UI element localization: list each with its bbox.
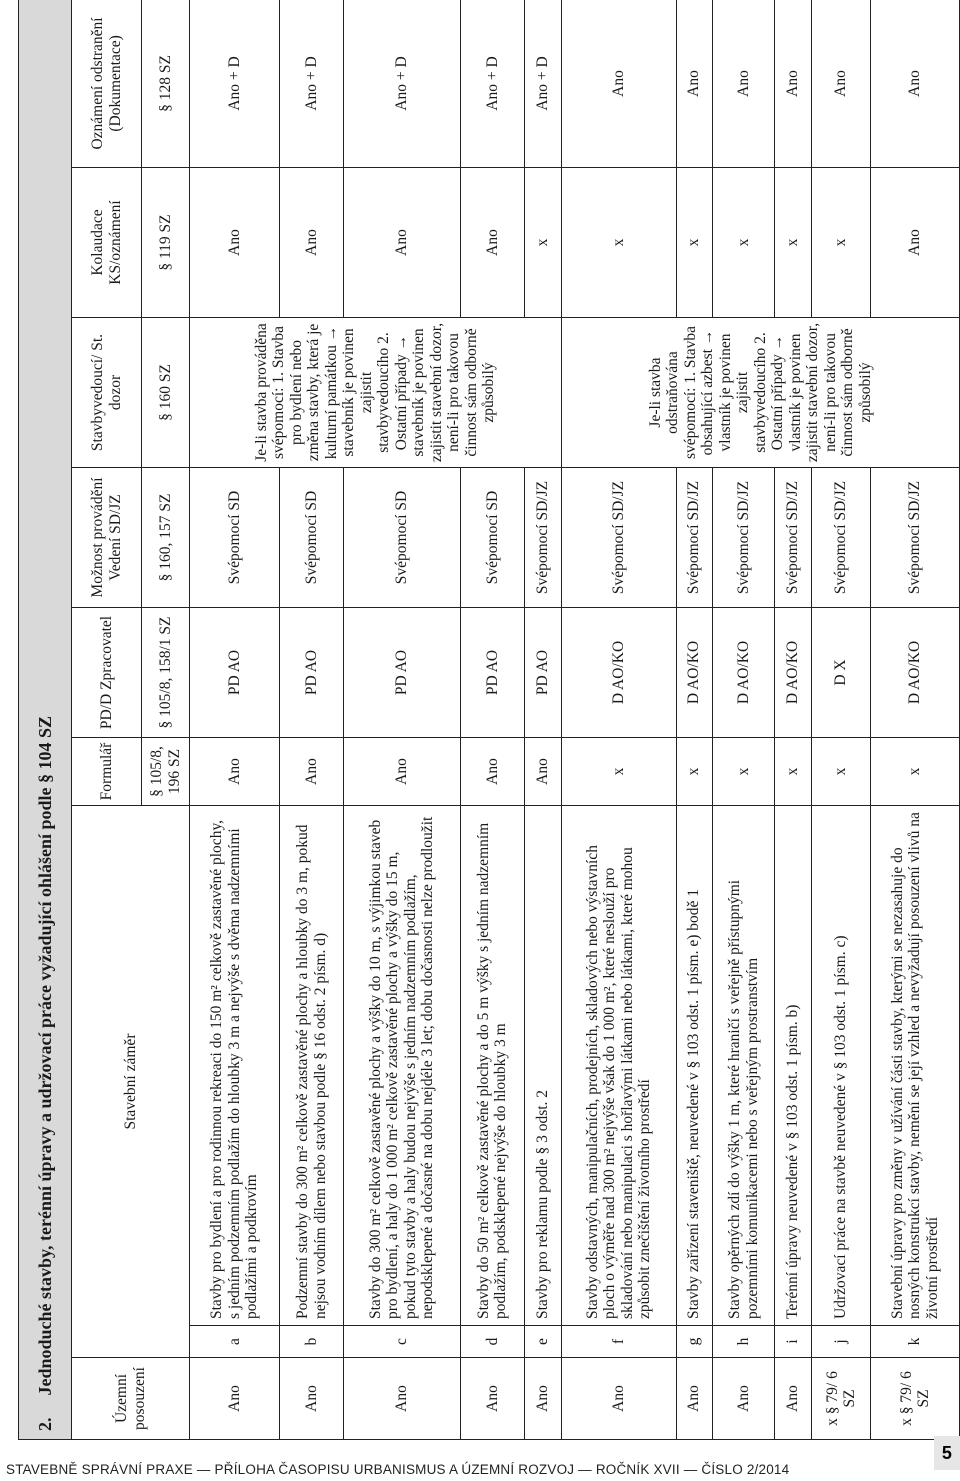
- rotated-table-frame: [18, 0, 960, 1440]
- cell-moznost: Svépomocí SD/JZ: [811, 468, 871, 608]
- cell-description: Stavby zařízení staveniště, neuvedené v § 103 odst. 1 písm. e) bodě 1: [676, 806, 712, 1326]
- cell-uzemni: x § 79/ 6 SZ: [871, 1358, 960, 1440]
- cell-uzemni: Ano: [561, 1358, 676, 1440]
- cell-formular: x: [712, 738, 774, 806]
- cell-uzemni: Ano: [775, 1358, 811, 1440]
- cell-moznost: Svépomocí SD/JZ: [712, 468, 774, 608]
- cell-formular: x: [811, 738, 871, 806]
- cell-kolaudace: x: [775, 168, 811, 318]
- cell-pdd: PD AO: [524, 608, 561, 738]
- cell-kolaudace: x: [676, 168, 712, 318]
- cell-kolaudace: x: [811, 168, 871, 318]
- cell-formular: Ano: [190, 738, 280, 806]
- cell-pdd: PD AO: [190, 608, 280, 738]
- cell-letter: b: [280, 1326, 344, 1358]
- cell-description: Stavební úpravy pro změny v užívání části stavby, kterými se nezasahuje do nosných konstrukcí stavby, nemění se její vzhled a nevyžadují posouzení vlivů na životní prostředí: [871, 806, 960, 1326]
- header-pdd: PD/D Zpracovatel: [72, 608, 142, 738]
- section-title: Jednoduché stavby, terénní úpravy a udržovací práce vyžadující ohlášení podle § 104 SZ: [34, 715, 55, 1396]
- page-footer: [0, 1443, 960, 1480]
- cell-oznameni: Ano: [871, 0, 960, 168]
- cell-uzemni: Ano: [190, 1358, 280, 1440]
- cell-description: Stavby do 300 m² celkově zastavěné plochy a výšky do 10 m, s výjimkou staveb pro bydlení, a haly do 1 000 m² celkově zastavěné plochy a výšky do 15 m, pokud tyto stavby a haly budou nejvýše s jedním nadzemním podlažím, nepodsklepené a dočasné na dobu nejdéle 3 let; dobu dočasnosti nelze prodloužit: [344, 806, 461, 1326]
- table-row: [811, 0, 871, 1440]
- permits-table: [18, 0, 960, 1440]
- cell-pdd: D AO/KO: [871, 608, 960, 738]
- cell-kolaudace: Ano: [344, 168, 461, 318]
- table-row: [561, 0, 676, 1440]
- ref-oznameni: § 128 SZ: [142, 0, 190, 168]
- cell-description: Stavby opěrných zdí do výšky 1 m, které hraničí s veřejně přístupnými pozemními komunikacemi nebo s veřejným prostranstvím: [712, 806, 774, 1326]
- cell-moznost: Svépomocí SD: [460, 468, 524, 608]
- ref-pdd: § 105/8, 158/1 SZ: [142, 608, 190, 738]
- table-row: [460, 0, 524, 1440]
- cell-formular: Ano: [344, 738, 461, 806]
- cell-formular: Ano: [460, 738, 524, 806]
- table-row: [712, 0, 774, 1440]
- cell-uzemni: Ano: [344, 1358, 461, 1440]
- cell-oznameni: Ano + D: [190, 0, 280, 168]
- cell-pdd: D AO/KO: [775, 608, 811, 738]
- cell-kolaudace: Ano: [871, 168, 960, 318]
- footer-text: STAVEBNĚ SPRÁVNÍ PRAXE — PŘÍLOHA ČASOPISU URBANISMUS A ÚZEMNÍ ROZVOJ — ROČNÍK XVII — ČÍSLO 2/2014: [6, 1462, 790, 1477]
- table-row: [871, 0, 960, 1440]
- rotated-table-container: [18, 0, 960, 1440]
- ref-kolaudace: § 119 SZ: [142, 168, 190, 318]
- table-row: [524, 0, 561, 1440]
- cell-moznost: Svépomocí SD/JZ: [524, 468, 561, 608]
- cell-pdd: D AO/KO: [676, 608, 712, 738]
- header-moznost: Možnost provádění Vedení SD/JZ: [72, 468, 142, 608]
- ref-moznost: § 160, 157 SZ: [142, 468, 190, 608]
- header-zamer: Stavební záměr: [72, 806, 190, 1358]
- cell-formular: x: [775, 738, 811, 806]
- cell-moznost: Svépomocí SD: [344, 468, 461, 608]
- cell-kolaudace: Ano: [190, 168, 280, 318]
- page-number: 5: [934, 1436, 960, 1470]
- cell-oznameni: Ano: [712, 0, 774, 168]
- cell-uzemni: x § 79/ 6 SZ: [811, 1358, 871, 1440]
- cell-formular: x: [871, 738, 960, 806]
- table-row: [775, 0, 811, 1440]
- cell-pdd: D AO/KO: [712, 608, 774, 738]
- cell-description: Terénní úpravy neuvedené v § 103 odst. 1 písm. b): [775, 806, 811, 1326]
- cell-description: Udržovací práce na stavbě neuvedené v § 103 odst. 1 písm. c): [811, 806, 871, 1326]
- cell-uzemni: Ano: [712, 1358, 774, 1440]
- table-row: [280, 0, 344, 1440]
- cell-uzemni: Ano: [460, 1358, 524, 1440]
- cell-oznameni: Ano: [676, 0, 712, 168]
- cell-vedouci-note-f-k: Je-li stavba odstraňována svépomocí: 1. Stavba obsahující azbest → vlastník je povinen zajistit stavbyvedoucího 2. Ostatní případy → vlastník je povinen zajistit stavební dozor, není-li pro takovou činnost sám odborně způsobilý: [561, 318, 959, 468]
- header-kolaudace: Kolaudace KS/oznámení: [72, 168, 142, 318]
- cell-formular: Ano: [280, 738, 344, 806]
- section-number: 2.: [34, 1417, 55, 1431]
- cell-moznost: Svépomocí SD: [190, 468, 280, 608]
- cell-pdd: PD AO: [460, 608, 524, 738]
- cell-oznameni: Ano + D: [280, 0, 344, 168]
- cell-description: Stavby pro bydlení a pro rodinnou rekreaci do 150 m² celkově zastavěné plochy, s jedním podzemním podlažím do hloubky 3 m a nejvýše s dvěma nadzemními podlažími a podkrovím: [190, 806, 280, 1326]
- cell-oznameni: Ano + D: [460, 0, 524, 168]
- cell-oznameni: Ano + D: [344, 0, 461, 168]
- cell-oznameni: Ano: [811, 0, 871, 168]
- cell-description: Stavby do 50 m² celkově zastavěné plochy a do 5 m výšky s jedním nadzemním podlažím, podsklepené nejvýše do hloubky 3 m: [460, 806, 524, 1326]
- cell-pdd: D X: [811, 608, 871, 738]
- cell-uzemni: Ano: [524, 1358, 561, 1440]
- cell-letter: g: [676, 1326, 712, 1358]
- cell-kolaudace: Ano: [280, 168, 344, 318]
- table-row: [190, 0, 280, 1440]
- cell-letter: e: [524, 1326, 561, 1358]
- cell-moznost: Svépomocí SD/JZ: [676, 468, 712, 608]
- cell-kolaudace: Ano: [460, 168, 524, 318]
- cell-kolaudace: x: [712, 168, 774, 318]
- header-formular: Formulář: [72, 738, 142, 806]
- ref-formular: § 105/8, 196 SZ: [142, 738, 190, 806]
- ref-vedouci: § 160 SZ: [142, 318, 190, 468]
- cell-moznost: Svépomocí SD/JZ: [561, 468, 676, 608]
- cell-formular: Ano: [524, 738, 561, 806]
- header-vedouci: Stavbyvedoucí/ St. dozor: [72, 318, 142, 468]
- cell-vedouci-note-a-d: Je-li stavba prováděna svépomocí: 1. Stavba pro bydlení nebo změna stavby, která je kulturní památkou → stavebník je povinen zajistit stavbyvedoucího 2. Ostatní případy → stavebník je povinen zajistit stavební dozor, není-li pro takovou činnost sám odborně způsobilý: [190, 318, 562, 468]
- cell-description: Stavby pro reklamu podle § 3 odst. 2: [524, 806, 561, 1326]
- cell-letter: d: [460, 1326, 524, 1358]
- cell-letter: c: [344, 1326, 461, 1358]
- cell-oznameni: Ano: [775, 0, 811, 168]
- cell-oznameni: Ano: [561, 0, 676, 168]
- cell-description: Stavby odstavných, manipulačních, prodejních, skladových nebo výstavních ploch o výměře nad 300 m² nejvýše však do 1 000 m², které neslouží pro skladování nebo manipulaci s hořlavými látkami nebo látkami, které mohou způsobit znečištění životního prostředí: [561, 806, 676, 1326]
- cell-formular: x: [561, 738, 676, 806]
- cell-letter: f: [561, 1326, 676, 1358]
- cell-letter: i: [775, 1326, 811, 1358]
- cell-pdd: PD AO: [280, 608, 344, 738]
- cell-moznost: Svépomocí SD/JZ: [871, 468, 960, 608]
- table-row: [676, 0, 712, 1440]
- cell-moznost: Svépomocí SD/JZ: [775, 468, 811, 608]
- cell-letter: k: [871, 1326, 960, 1358]
- cell-formular: x: [676, 738, 712, 806]
- cell-pdd: D AO/KO: [561, 608, 676, 738]
- cell-uzemni: Ano: [280, 1358, 344, 1440]
- cell-letter: h: [712, 1326, 774, 1358]
- cell-letter: a: [190, 1326, 280, 1358]
- cell-oznameni: Ano + D: [524, 0, 561, 168]
- table-title: [19, 0, 72, 1440]
- header-uzemni: Územní posouzení: [72, 1358, 190, 1440]
- cell-kolaudace: x: [524, 168, 561, 318]
- cell-pdd: PD AO: [344, 608, 461, 738]
- cell-uzemni: Ano: [676, 1358, 712, 1440]
- cell-description: Podzemní stavby do 300 m² celkově zastavěné plochy a hloubky do 3 m, pokud nejsou vodním dílem nebo stavbou podle § 16 odst. 2 písm. d): [280, 806, 344, 1326]
- cell-moznost: Svépomocí SD: [280, 468, 344, 608]
- cell-letter: j: [811, 1326, 871, 1358]
- cell-kolaudace: x: [561, 168, 676, 318]
- header-oznameni: Oznámení odstranění (Dokumentace): [72, 0, 142, 168]
- table-row: [344, 0, 461, 1440]
